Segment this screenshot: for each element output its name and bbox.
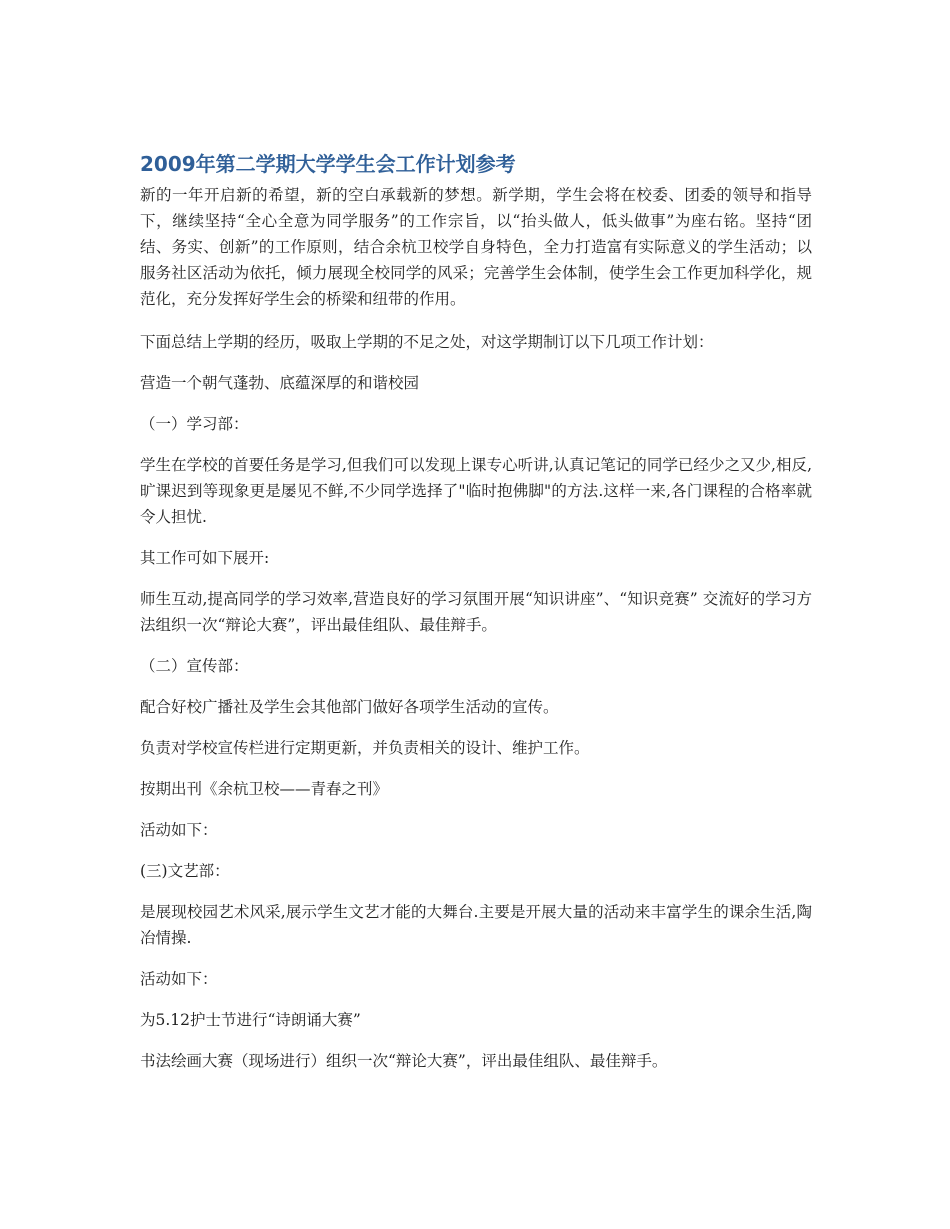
paragraph-publicity-2: 负责对学校宣传栏进行定期更新，并负责相关的设计、维护工作。 (140, 739, 590, 757)
paragraph-study-activities: 师生互动,提高同学的学习效率,营造良好的学习氛围开展“知识讲座”、“知识竞赛” 交流好的学习方法组织一次“辩论大赛”，评出最佳组队、最佳辩手。 (140, 590, 812, 634)
paragraph-goal: 营造一个朝气蓬勃、底蕴深厚的和谐校园 (140, 374, 420, 392)
paragraph-intro: 新的一年开启新的希望，新的空白承载新的梦想。新学期，学生会将在校委、团委的领导和指导下，继续坚持“全心全意为同学服务”的工作宗旨，以“抬头做人，低头做事”为座右铭。坚持“团结、务实、创新”的工作原则，结合余杭卫校学自身特色，全力打造富有实际意义的学生活动；以服务社区活动为依托，倾力展现全校同学的风采；完善学生会体制，使学生会工作更加科学化，规范化，充分发挥好学生会的桥梁和纽带的作用。 (140, 186, 812, 308)
paragraph-summary: 下面总结上学期的经历，吸取上学期的不足之处，对这学期制订以下几项工作计划： (140, 333, 714, 351)
paragraph-study-issue: 学生在学校的首要任务是学习,但我们可以发现上课专心听讲,认真记笔记的同学已经少之又少,相反,旷课迟到等现象更是屡见不鲜,不少同学选择了"临时抱佛脚"的方法.这样一来,各门课程的合格率就令人担忧. (140, 456, 812, 526)
section-heading-study: （一）学习部： (140, 415, 249, 433)
paragraph-publicity-activities: 活动如下： (140, 821, 218, 839)
paragraph-publicity-1: 配合好校广播社及学生会其他部门做好各项学生活动的宣传。 (140, 698, 559, 716)
paragraph-arts-description: 是展现校园艺术风采,展示学生文艺才能的大舞台.主要是开展大量的活动来丰富学生的课余生活,陶冶情操. (140, 903, 812, 947)
paragraph-arts-calligraphy: 书法绘画大赛（现场进行）组织一次“辩论大赛”，评出最佳组队、最佳辩手。 (140, 1052, 668, 1070)
paragraph-study-plan-intro: 其工作可如下展开: (140, 549, 270, 567)
document-title: 2009年第二学期大学学生会工作计划参考 (140, 152, 516, 176)
paragraph-publicity-3: 按期出刊《余杭卫校——青春之刊》 (140, 780, 389, 798)
section-heading-arts: (三)文艺部： (140, 862, 230, 880)
document-body (140, 150, 812, 1089)
paragraph-arts-poetry: 为5.12护士节进行“诗朗诵大赛” (140, 1011, 361, 1029)
paragraph-arts-activities: 活动如下： (140, 970, 218, 988)
section-heading-publicity: （二）宣传部： (140, 657, 249, 675)
